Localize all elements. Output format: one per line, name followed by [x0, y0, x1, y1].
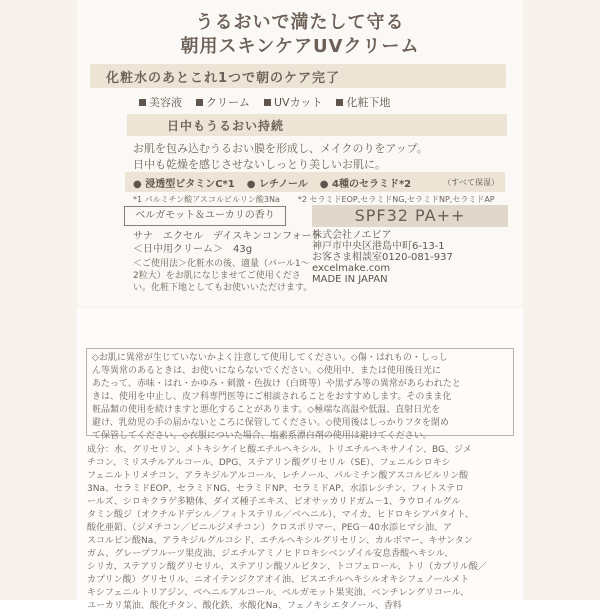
- square-bullet-icon: [264, 99, 271, 106]
- square-bullet-icon: [336, 99, 343, 106]
- ingredient-highlight-band: [125, 172, 505, 192]
- scent-label: ベルガモット＆ユーカリの香り: [124, 206, 286, 226]
- moisture-text: 日中もうるおい持続: [167, 119, 285, 133]
- warning-line: ◇お肌に異常が生じていないかよく注意して使用してください。◇傷・はれもの・しっし: [92, 353, 448, 363]
- ingredients-line: スコルビン酸Na、アラキジルグルコシド、エチルヘキシルグリセリン、カルボマー、キサンタン: [87, 536, 473, 546]
- warning-line: て保管してください。◇衣服についた場合、塩素系漂白剤の使用は避けてください。: [92, 431, 432, 441]
- benefit-label: クリーム: [206, 96, 250, 109]
- footnote: *1 パルミチン酸アスコルビルリン酸3Na: [133, 195, 280, 204]
- benefit-label: 美容液: [149, 96, 182, 109]
- ingredients-line: フェニルトリメチコン、アラキジルアルコール、レチノール、パルミチン酸アスコルビルリン酸: [87, 471, 469, 481]
- description-line: 日中も乾燥を感じさせないしっとり美しいお肌に。: [133, 158, 386, 171]
- ingredients-line: ユーカリ葉油、酸化チタン、酸化鉄、水酸化Na、フェノキシエタノール、香料: [87, 601, 402, 611]
- company-line: MADE IN JAPAN: [312, 274, 388, 285]
- key-claim-band: [90, 64, 506, 88]
- ingredient-note: （すべて保湿）: [443, 177, 499, 187]
- front-panel: [77, 0, 523, 306]
- footnotes: [133, 194, 505, 205]
- key-claim-text: 化粧水のあとこれ1つで朝のケア完了: [106, 71, 341, 86]
- ingredients-line: 酸化亜鉛、（ジメチコン／ビニルジメチコン）クロスポリマー、PEG－40水添ヒマシ油、ア: [87, 523, 453, 533]
- benefit-item: [336, 94, 390, 110]
- headline-line2: 朝用スキンケアUVクリーム: [180, 36, 420, 57]
- ingredient-highlight: ● レチノール: [246, 178, 308, 190]
- ingredients-line: ールズ、シロキクラゲ多糖体、ダイズ種子エキス、ビオサッカリドガム－1、ラウロイルグル: [87, 497, 461, 507]
- warning-line: あたって、赤味・はれ・かゆみ・刺激・色抜け（白斑等）や黒ずみ等の異常があらわれたと: [92, 379, 461, 389]
- product-subtitle: ＜日中用クリーム＞ 43g: [133, 244, 253, 255]
- company-line: お客さま相談室0120-081-937: [312, 252, 453, 263]
- ingredients-line: 成分：水、グリセリン、メトキシケイヒ酸エチルヘキシル、トリエチルヘキサノイン、BG、ジメ: [87, 445, 472, 455]
- warning-line: きは、使用を中止し、皮フ科専門医等にご相談されることをおすすめします。そのまま化: [92, 392, 452, 402]
- benefit-item: [139, 94, 182, 110]
- back-label-panel: [77, 308, 523, 611]
- ingredients-line: チコン、ミリスチルアルコール、DPG、ステアリン酸グリセリル（SE）、フェニルシロキシ: [87, 458, 451, 468]
- company-line: 株式会社ノエビア: [312, 230, 392, 241]
- company-line: excelmake.com: [312, 263, 391, 274]
- usage-text: ＜ご使用法＞化粧水の後、適量（パール1〜2粒大）をお肌になじませてご使用ください。化粧下地としてもお使いいただけます。: [133, 259, 313, 293]
- ingredients-line: タミン酸ジ（オクチルドデシル／フィトステリル／ベヘニル）、マイカ、ヒドロキシアパタイト、: [87, 510, 474, 520]
- ingredients-line: カプリン酸）グリセリル、ニオイテンジクアオイ油、ビスエチルヘキシルオキシフェノールメト: [87, 575, 470, 585]
- product-name: [133, 230, 322, 256]
- square-bullet-icon: [139, 99, 146, 106]
- benefit-list: [139, 94, 499, 110]
- square-bullet-icon: [196, 99, 203, 106]
- benefit-label: 化粧下地: [346, 96, 391, 109]
- warning-line: 避け、乳幼児の手の届かないところに保管してください。◇使用後はしっかりフタを閉め: [92, 418, 449, 428]
- company-info: [312, 230, 453, 285]
- warning-box: [86, 348, 514, 441]
- benefit-item: [264, 94, 322, 110]
- warning-line: ん等異常のあるときは、お使いにならないでください。◇使用中、または使用後日光に: [92, 366, 441, 376]
- benefit-item: [196, 94, 250, 110]
- ingredients-line: キシフェニルトリアジン、ベヘニルアルコール、ベルガモット果実油、ベンチレングリコール、: [87, 588, 469, 598]
- product-title: サナ エクセル デイスキンコンフォート: [133, 231, 322, 242]
- ingredients-list: [87, 444, 515, 613]
- ingredients-line: ガム、グレープフルーツ果皮油、ジエチルアミノヒドロキシベンゾイル安息香酸ヘキシル、: [87, 549, 454, 559]
- moisture-band: [127, 114, 507, 136]
- ingredient-highlight: ● 浸透型ビタミンC*1: [133, 178, 235, 190]
- ingredients-line: 3Na、セラミドEOP、セラミドNG、セラミドNP、セラミドAP、水添レシチン、フィトステロ: [87, 484, 465, 494]
- description-line: お肌を包み込むうるおい膜を形成し、メイクのりをアップ。: [133, 142, 428, 155]
- warning-line: 粧品類の使用を続けますと悪化することがあります。◇極端な高温や低温、直射日光を: [92, 405, 441, 415]
- ingredients-line: シリカ、ステアリン酸グリセリル、ステアリン酸ソルビタン、トコフェロール、トリ（カプリル酸／: [87, 562, 487, 572]
- company-line: 神戸市中央区港島中町6-13-1: [312, 241, 445, 252]
- ingredient-highlight: ● 4種のセラミド*2: [319, 178, 412, 190]
- spf-badge: SPF32 PA++: [312, 205, 508, 227]
- headline-line1: うるおいで満たして守る: [195, 12, 405, 33]
- benefit-label: UVカット: [274, 96, 323, 109]
- footnote: *2 セラミドEOP,セラミドNG,セラミドNP,セラミドAP: [297, 195, 495, 204]
